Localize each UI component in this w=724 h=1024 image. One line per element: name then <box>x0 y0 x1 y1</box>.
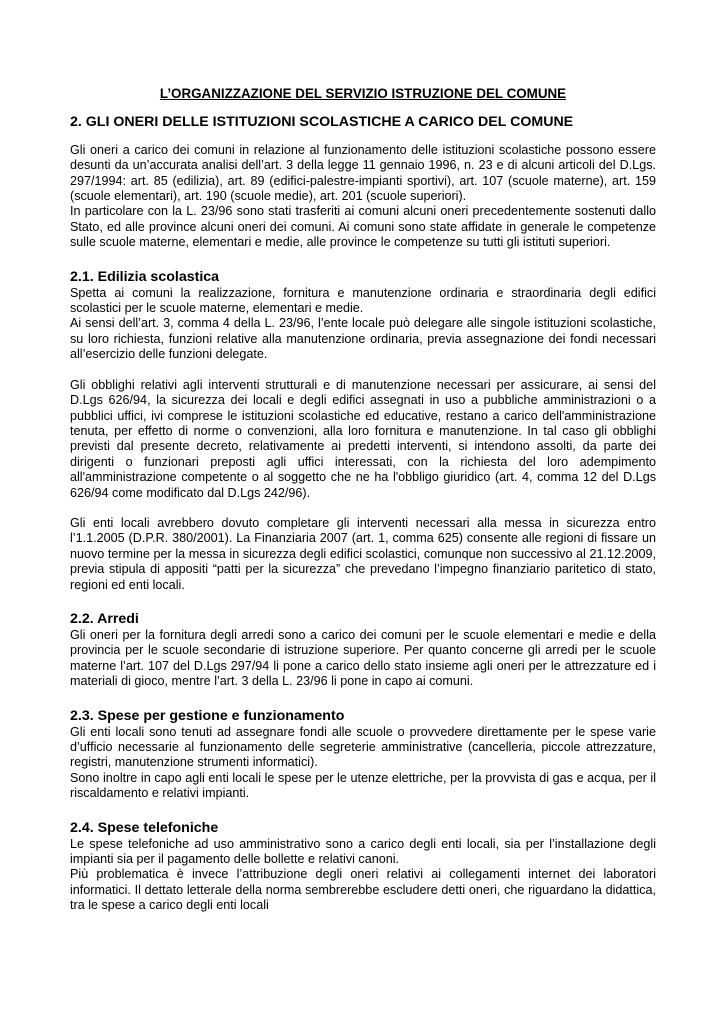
document-page <box>70 86 656 914</box>
section-heading-telefoniche: 2.4. Spese telefoniche <box>70 819 219 836</box>
document-title: L’ORGANIZZAZIONE DEL SERVIZIO ISTRUZIONE DEL COMUNE <box>159 86 567 101</box>
section-heading-arredi: 2.2. Arredi <box>70 610 139 627</box>
section-paragraph: Gli enti locali avrebbero dovuto completare gli interventi necessari alla messa in sicurezza entro l’1.1.2005 (D.P.R. 380/2001). La Finanziaria 2007 (art. 1, comma 625) consente alle regioni di fissare un nuovo termine per la messa in sicurezza degli edifici scolastici, comunque non successivo al 21.12.2009, previa stipula di appositi “patti per la sicurezza” che prevedano l’impegno finanziario paritetico di stato, regioni ed enti locali. <box>70 515 656 592</box>
section-paragraph: Più problematica è invece l’attribuzione degli oneri relativi ai collegamenti internet dei laboratori informatici. Il dettato letterale della norma sembrerebbe escludere detti oneri, che riguardano la didattica, tra le spese a carico degli enti locali <box>70 867 656 913</box>
section-paragraph: Sono inoltre in capo agli enti locali le spese per le utenze elettriche, per la provvista di gas e acqua, per il riscaldamento e relativi impianti. <box>70 770 656 801</box>
section-heading-gestione: 2.3. Spese per gestione e funzionamento <box>70 707 345 724</box>
section-paragraph: Spetta ai comuni la realizzazione, fornitura e manutenzione ordinaria e straordinaria degli edifici scolastici per le scuole materne, elementari e medie. <box>70 285 656 316</box>
section-paragraph: Gli obblighi relativi agli interventi strutturali e di manutenzione necessari per assicurare, ai sensi del D.Lgs 626/94, la sicurezza dei locali e degli edifici assegnati in uso a pubbliche amministrazioni o a pubblici uffici, ivi comprese le istituzioni scolastiche ed educative, restano a carico dell'amministrazione tenuta, per effetto di norme o convenzioni, alla loro fornitura e manutenzione. In tal caso gli obblighi previsti dal presente decreto, relativamente ai predetti interventi, si intendono assolti, da parte dei dirigenti o funzionari preposti agli uffici interessati, con la richiesta del loro adempimento all'amministrazione competente o al soggetto che ne ha l'obbligo giuridico (art. 4, comma 12 del D.Lgs 626/94 come modificato dal D.Lgs 242/96). <box>70 377 656 500</box>
chapter-heading: 2. GLI ONERI DELLE ISTITUZIONI SCOLASTICHE A CARICO DEL COMUNE <box>70 114 574 131</box>
section-paragraph: Le spese telefoniche ad uso amministrativo sono a carico degli enti locali, sia per l’installazione degli impianti sia per il pagamento delle bollette e relativi canoni. <box>70 836 656 867</box>
intro-paragraph: In particolare con la L. 23/96 sono stati trasferiti ai comuni alcuni oneri precedentemente sostenuti dallo Stato, ed alle province alcuni oneri dei comuni. Ai comuni sono state affidate in generale le competenze sulle scuole materne, elementari e medie, alle province le competenze su tutti gli istituti superiori. <box>70 204 656 250</box>
section-paragraph: Gli enti locali sono tenuti ad assegnare fondi alle scuole o provvedere direttamente per le spese varie d’ufficio necessarie al funzionamento delle segreterie amministrative (cancelleria, piccole attrezzature, registri, manutenzione strumenti informatici). <box>70 724 656 770</box>
section-heading-edilizia: 2.1. Edilizia scolastica <box>70 268 220 285</box>
section-paragraph: Gli oneri per la fornitura degli arredi sono a carico dei comuni per le scuole elementari e medie e della provincia per le scuole secondarie di istruzione superiore. Per quanto concerne gli arredi per le scuole materne l’art. 107 del D.Lgs 297/94 li pone a carico dello stato insieme agli oneri per le attrezzature ed i materiali di gioco, mentre l’art. 3 della L. 23/96 li pone in capo ai comuni. <box>70 627 656 689</box>
intro-paragraph: Gli oneri a carico dei comuni in relazione al funzionamento delle istituzioni scolastiche possono essere desunti da un’accurata analisi dell’art. 3 della legge 11 gennaio 1996, n. 23 e di alcuni articoli del D.Lgs. 297/1994: art. 85 (edilizia), art. 89 (edifici-palestre-impianti sportivi), art. 107 (scuole materne), art. 159 (scuole elementari), art. 190 (scuole medie), art. 201 (scuole superiori). <box>70 142 656 204</box>
section-paragraph: Ai sensi dell’art. 3, comma 4 della L. 23/96, l’ente locale può delegare alle singole istituzioni scolastiche, su loro richiesta, funzioni relative alla manutenzione ordinaria, previa assegnazione dei fondi necessari all’esercizio delle funzioni delegate. <box>70 316 656 362</box>
